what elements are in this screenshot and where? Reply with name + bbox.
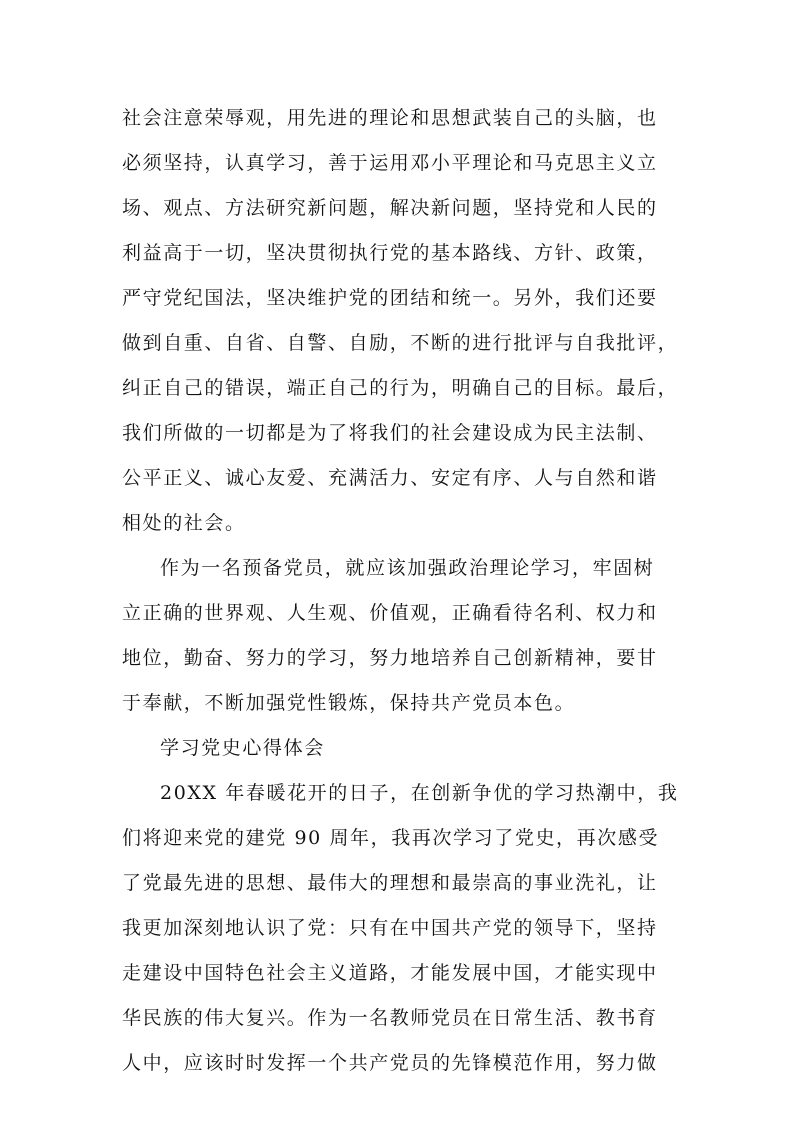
text-line: 立正确的世界观、人生观、价值观，正确看待名利、权力和 [122,602,658,624]
text-line: 场、观点、方法研究新问题，解决新问题，坚持党和人民的 [122,197,658,219]
section-heading: 学习党史心得体会 [160,737,325,759]
text-line: 人中，应该时时发挥一个共产党员的先锋模范作用，努力做 [122,1052,658,1074]
text-line: 于奉献，不断加强党性锻炼，保持共产党员本色。 [122,692,576,714]
text-line: 我更加深刻地认识了党：只有在中国共产党的领导下，坚持 [122,917,658,939]
text-line: 做到自重、自省、自警、自励，不断的进行批评与自我批评， [122,332,679,354]
text-line: 相处的社会。 [122,512,246,534]
paragraph-first-line: 作为一名预备党员，就应该加强政治理论学习，牢固树 [160,557,655,579]
text-line: 纠正自己的错误，端正自己的行为，明确自己的目标。最后， [122,377,679,399]
text-line: 严守党纪国法，坚决维护党的团结和统一。另外，我们还要 [122,287,658,309]
text-line: 我们所做的一切都是为了将我们的社会建设成为民主法制、 [122,422,658,444]
text-line: 们将迎来党的建党 90 周年，我再次学习了党史，再次感受 [122,827,660,849]
paragraph-first-line: 20XX 年春暖花开的日子，在创新争优的学习热潮中，我 [160,782,679,804]
text-line: 公平正义、诚心友爱、充满活力、安定有序、人与自然和谐 [122,467,658,489]
text-line: 走建设中国特色社会主义道路，才能发展中国，才能实现中 [122,962,658,984]
text-line: 必须坚持，认真学习，善于运用邓小平理论和马克思主义立 [122,152,658,174]
text-line: 社会注意荣辱观，用先进的理论和思想武装自己的头脑，也 [122,107,658,129]
text-line: 了党最先进的思想、最伟大的理想和最崇高的事业洗礼，让 [122,872,658,894]
text-line: 地位，勤奋、努力的学习，努力地培养自己创新精神，要甘 [122,647,658,669]
text-line: 华民族的伟大复兴。作为一名教师党员在日常生活、教书育 [122,1007,658,1029]
text-line: 利益高于一切，坚决贯彻执行党的基本路线、方针、政策， [122,242,658,264]
